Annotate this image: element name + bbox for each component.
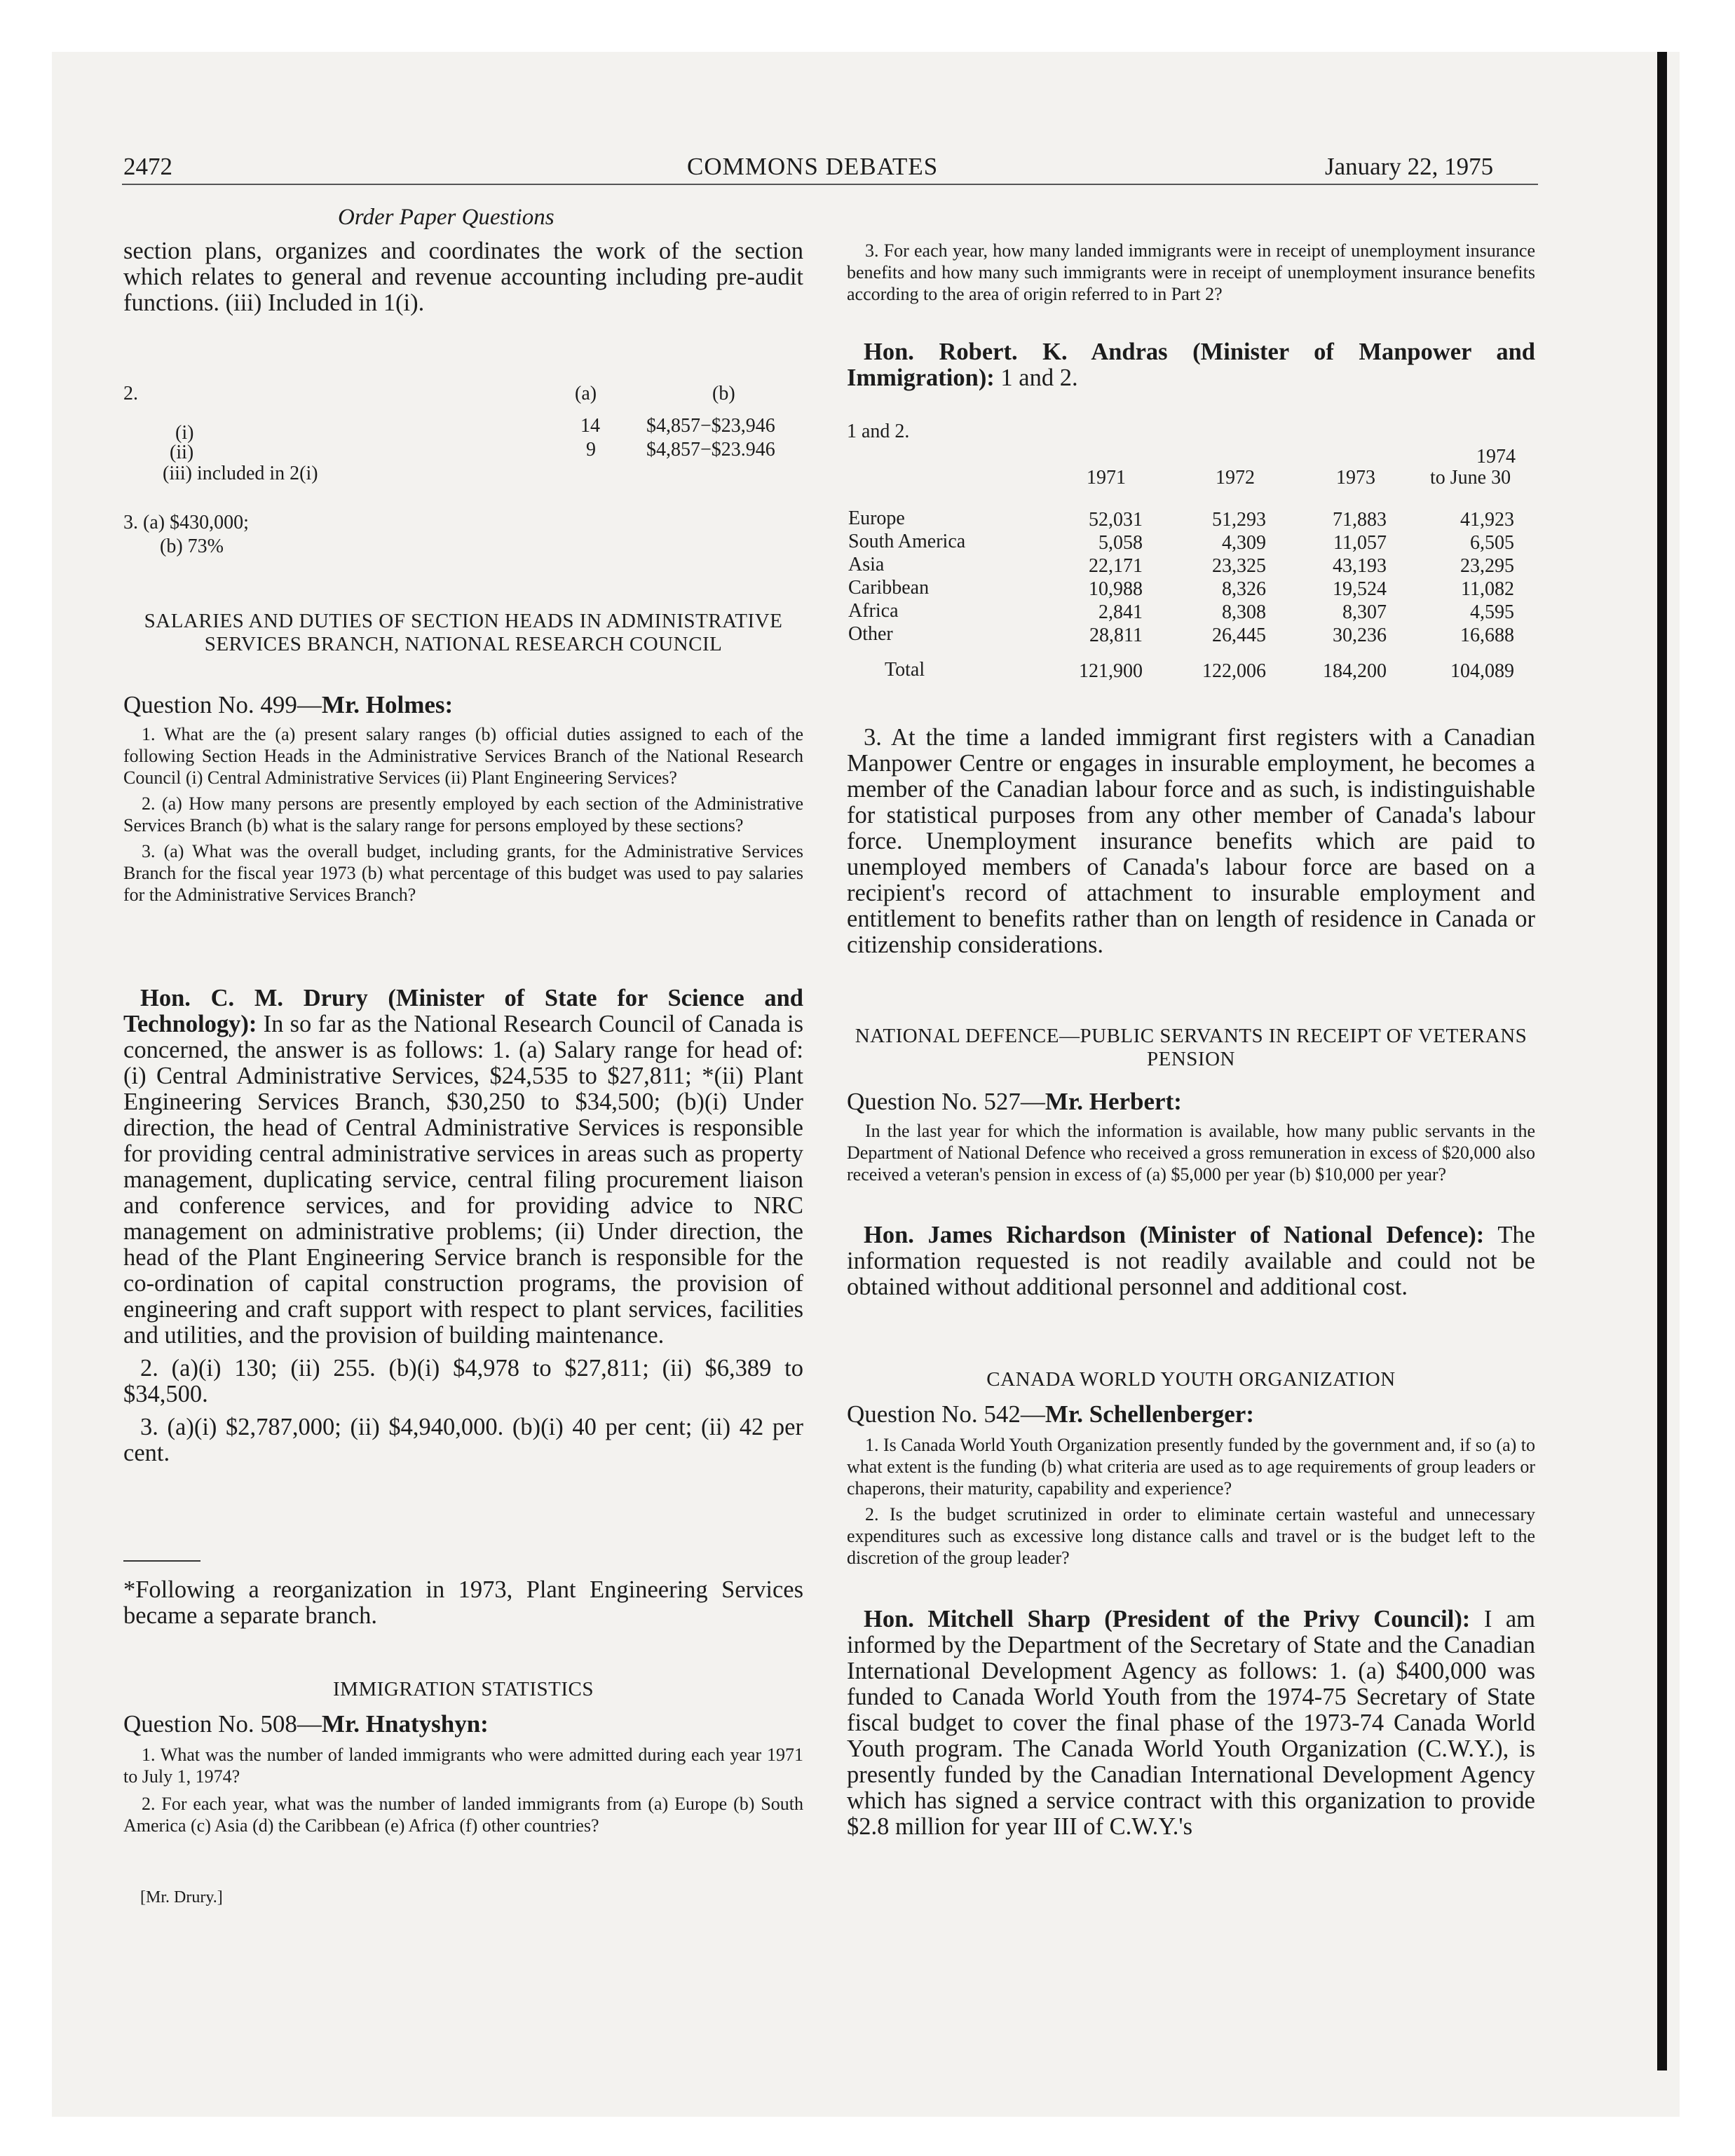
question-para: 1. Is Canada World Youth Organization presently funded by the government and, if so (a) to what extent is the funding (b) what criteria are used as to age requirements of group leaders or chaperons, their maturity, capability and experience? (847, 1435, 1535, 1499)
speaker-name: Hon. C. M. Drury (Minister of State for Science and Technology): (123, 985, 803, 1037)
cell-a: 9 (586, 439, 596, 460)
cell-a: 14 (580, 415, 600, 437)
table-cell: 71,883 (1333, 509, 1387, 531)
question-para: 1. What was the number of landed immigrants who were admitted during each year 1971 to July 1, 1974? (123, 1745, 803, 1787)
member-name: Mr. Schellenberger: (1045, 1400, 1254, 1428)
col-header: 1974 (1476, 446, 1516, 468)
question-para: 2. (a) How many persons are presently employed by each section of the Administrative Services Branch (b) what is the salary range for persons employed by these sections? (123, 793, 803, 835)
member-name: Mr. Holmes: (321, 691, 454, 718)
question-para: In the last year for which the information is available, how many public servants in the Department of National Defence who received a gross remuneration in excess of $20,000 also received a veteran's pension in excess of (a) $5,000 per year (b) $10,000 per year? (847, 1121, 1535, 1185)
table-cell: 22,171 (1089, 555, 1143, 577)
row-label: (i) (175, 422, 194, 444)
table-cell: 19,524 (1333, 578, 1387, 600)
question-para: 2. Is the budget scrutinized in order to eliminate certain wasteful and unnecessary expenditures such as excessive long distance calls and travel or is the budget left to the discretion of the group leader? (847, 1504, 1535, 1568)
section-title: Order Paper Questions (338, 205, 554, 230)
answer-text: I am informed by the Department of the Secretary of State and the Canadian International Development Agency as follows: 1. (a) $400,000 was funded to Canada World Youth from the 1974-75 Secretary of State fiscal budget to cover the final phase of the 1973-74 Canada World Youth program. The Canada World Youth Organization (C.W.Y.), is presently funded by the Canadian International Development Agency which has signed a service contract with this organization to provide $2.8 million for year III of C.W.Y.'s (847, 1606, 1536, 1840)
sharp-answer (847, 1606, 1535, 1840)
answer-text: 3. (a)(i) $2,787,000; (ii) $4,940,000. (b)(i) 40 per cent; (ii) 42 per cent. (123, 1414, 803, 1466)
speaker-name: Hon. James Richardson (Minister of National Defence): (864, 1222, 1485, 1248)
col-header: 1973 (1336, 467, 1375, 489)
col-header: 1972 (1216, 467, 1255, 489)
question-label: Question No. 542— (847, 1400, 1045, 1428)
table-cell: 4,309 (1222, 532, 1266, 554)
table-cell: 16,688 (1460, 625, 1514, 646)
table-cell: 2,841 (1098, 601, 1143, 623)
question-label: Question No. 499— (123, 691, 322, 718)
footnote-rule (123, 1560, 200, 1562)
col-header: 1971 (1087, 467, 1126, 489)
table-cell: 10,988 (1089, 578, 1143, 600)
question-542-header (847, 1400, 1254, 1428)
region-label: Other (848, 623, 893, 645)
drury-answer (123, 985, 803, 1466)
header-date: January 22, 1975 (1325, 153, 1494, 180)
question-para: 2. For each year, what was the number of landed immigrants from (a) Europe (b) South America (c) Asia (d) the Caribbean (e) Africa (f) other countries? (123, 1794, 803, 1836)
item3-a: 3. (a) $430,000; (123, 512, 249, 533)
question-508-body (123, 1744, 803, 1836)
scan-edge-bar (1657, 52, 1667, 2070)
item3-b: (b) 73% (160, 535, 224, 557)
cell-b: $4,857−$23.946 (646, 439, 775, 460)
speaker-name: Hon. Mitchell Sharp (President of the Privy Council): (864, 1606, 1471, 1632)
answer-text: 1 and 2. (1000, 364, 1078, 391)
table-cell: 8,307 (1342, 601, 1387, 623)
heading-immigration: IMMIGRATION STATISTICS (333, 1678, 594, 1700)
table-cell: 11,057 (1333, 532, 1387, 554)
table-cell: 4,595 (1470, 601, 1514, 623)
row-label: (iii) included in 2(i) (163, 463, 318, 484)
heading-canada-world-youth: CANADA WORLD YOUTH ORGANIZATION (986, 1368, 1396, 1391)
col-header-b: (b) (712, 383, 735, 404)
heading-national-defence: NATIONAL DEFENCE—PUBLIC SERVANTS IN RECEIPT OF VETERANS PENSION (855, 1025, 1528, 1070)
question-542-body (847, 1434, 1535, 1569)
table-cell: 28,811 (1089, 625, 1143, 646)
question-499-header (123, 691, 453, 719)
region-label: Asia (848, 554, 885, 575)
question-label: Question No. 508— (123, 1710, 322, 1738)
answer-text: The information requested is not readily available and could not be obtained without additional personnel and additional cost. (847, 1222, 1535, 1300)
table-cell: 51,293 (1212, 509, 1266, 531)
question-para: 1. What are the (a) present salary ranges (b) official duties assigned to each of the following Section Heads in the Administrative Services Branch of the National Research Council (i) Central Administrative Services (ii) Plant Engineering Services? (123, 724, 803, 788)
header-rule (122, 184, 1538, 185)
table-cell: 26,445 (1212, 625, 1266, 646)
table-cell: 41,923 (1460, 509, 1514, 531)
cell-b: $4,857−$23,946 (646, 415, 775, 437)
answer-text: In so far as the National Research Council of Canada is concerned, the answer is as follows: 1. (a) Salary range for head of: (i) Central Administrative Services, $24,535 to $27,811; *(ii) Plant Engineering Services Branch, $30,250 to $34,500; (b)(i) Under direction, the head of Central Administrative Services is responsible for providing central administrative services in areas such as property management, duplicating service, central filing procurement liaison and conference services, and for providing advice to NRC management on administrative problems; (ii) Under direction, the head of the Plant Engineering Service branch is responsible for the co-ordination of capital construction programs, the provision of engineering and craft support with respect to plant services, facilities and utilities, and the provision of building maintenance. (123, 1011, 804, 1349)
total-cell: 184,200 (1323, 660, 1387, 682)
speaker-name: Hon. Robert. K. Andras (Minister of Manpower and Immigration): (847, 339, 1535, 391)
table-cell: 5,058 (1098, 532, 1143, 554)
footnote: *Following a reorganization in 1973, Plant Engineering Services became a separate branch. (123, 1576, 803, 1629)
table-cell: 23,295 (1460, 555, 1514, 577)
continued-speaker: [Mr. Drury.] (140, 1888, 223, 1906)
total-cell: 104,089 (1450, 660, 1514, 682)
row-label: (ii) (170, 442, 194, 463)
col-header-a: (a) (575, 383, 597, 404)
table-cell: 30,236 (1333, 625, 1387, 646)
total-cell: 121,900 (1079, 660, 1143, 682)
table-cell: 52,031 (1089, 509, 1143, 531)
region-label: Europe (848, 507, 905, 529)
member-name: Mr. Hnatyshyn: (321, 1710, 489, 1738)
page-number: 2472 (123, 153, 172, 180)
question-label: Question No. 527— (847, 1088, 1045, 1115)
region-label: South America (848, 531, 966, 552)
table-cell: 8,308 (1222, 601, 1266, 623)
table-label: 2. (123, 383, 138, 404)
answer-3: 3. At the time a landed immigrant first registers with a Canadian Manpower Centre or engages in insurable employment, he becomes a member of the Canadian labour force and as such, is indistinguishable for statistical purposes from any other member of Canada's labour force. Unemployment insurance benefits which are paid to unemployed members of Canada's labour force are based on a recipient's record of attachment to insurable employment and entitlement to benefits rather than on length of residence in Canada or citizenship considerations. (847, 724, 1535, 958)
richardson-answer (847, 1222, 1535, 1300)
question-499-body (123, 723, 803, 906)
continued-text: section plans, organizes and coordinates the work of the section which relates to general and revenue accounting including pre-audit functions. (iii) Included in 1(i). (123, 238, 803, 316)
table-cell: 23,325 (1212, 555, 1266, 577)
table-cell: 43,193 (1333, 555, 1387, 577)
member-name: Mr. Herbert: (1045, 1088, 1182, 1115)
col-header: to June 30 (1430, 467, 1511, 489)
andras-answer (847, 339, 1535, 391)
table-cell: 6,505 (1470, 532, 1514, 554)
total-label: Total (885, 659, 925, 681)
question-508-header (123, 1710, 489, 1738)
table-cell: 8,326 (1222, 578, 1266, 600)
question-527-header (847, 1088, 1182, 1116)
question-508-part3: 3. For each year, how many landed immigrants were in receipt of unemployment insurance benefits and how many such immigrants were in receipt of unemployment insurance benefits according to the area of origin referred to in Part 2? (847, 240, 1535, 304)
region-label: Africa (848, 600, 899, 622)
table-cell: 11,082 (1461, 578, 1514, 600)
publication-title: COMMONS DEBATES (687, 153, 939, 180)
question-para: 3. (a) What was the overall budget, including grants, for the Administrative Services Branch for the fiscal year 1973 (b) what percentage of this budget was used to pay salaries for the Administrative Services Branch? (123, 841, 803, 905)
total-cell: 122,006 (1202, 660, 1266, 682)
heading-salaries: SALARIES AND DUTIES OF SECTION HEADS IN ADMINISTRATIVE SERVICES BRANCH, NATIONAL RESEARCH COUNCIL (144, 610, 783, 655)
region-label: Caribbean (848, 577, 930, 599)
table-caption: 1 and 2. (847, 421, 910, 442)
answer-text: 2. (a)(i) 130; (ii) 255. (b)(i) $4,978 to $27,811; (ii) $6,389 to $34,500. (123, 1355, 803, 1407)
